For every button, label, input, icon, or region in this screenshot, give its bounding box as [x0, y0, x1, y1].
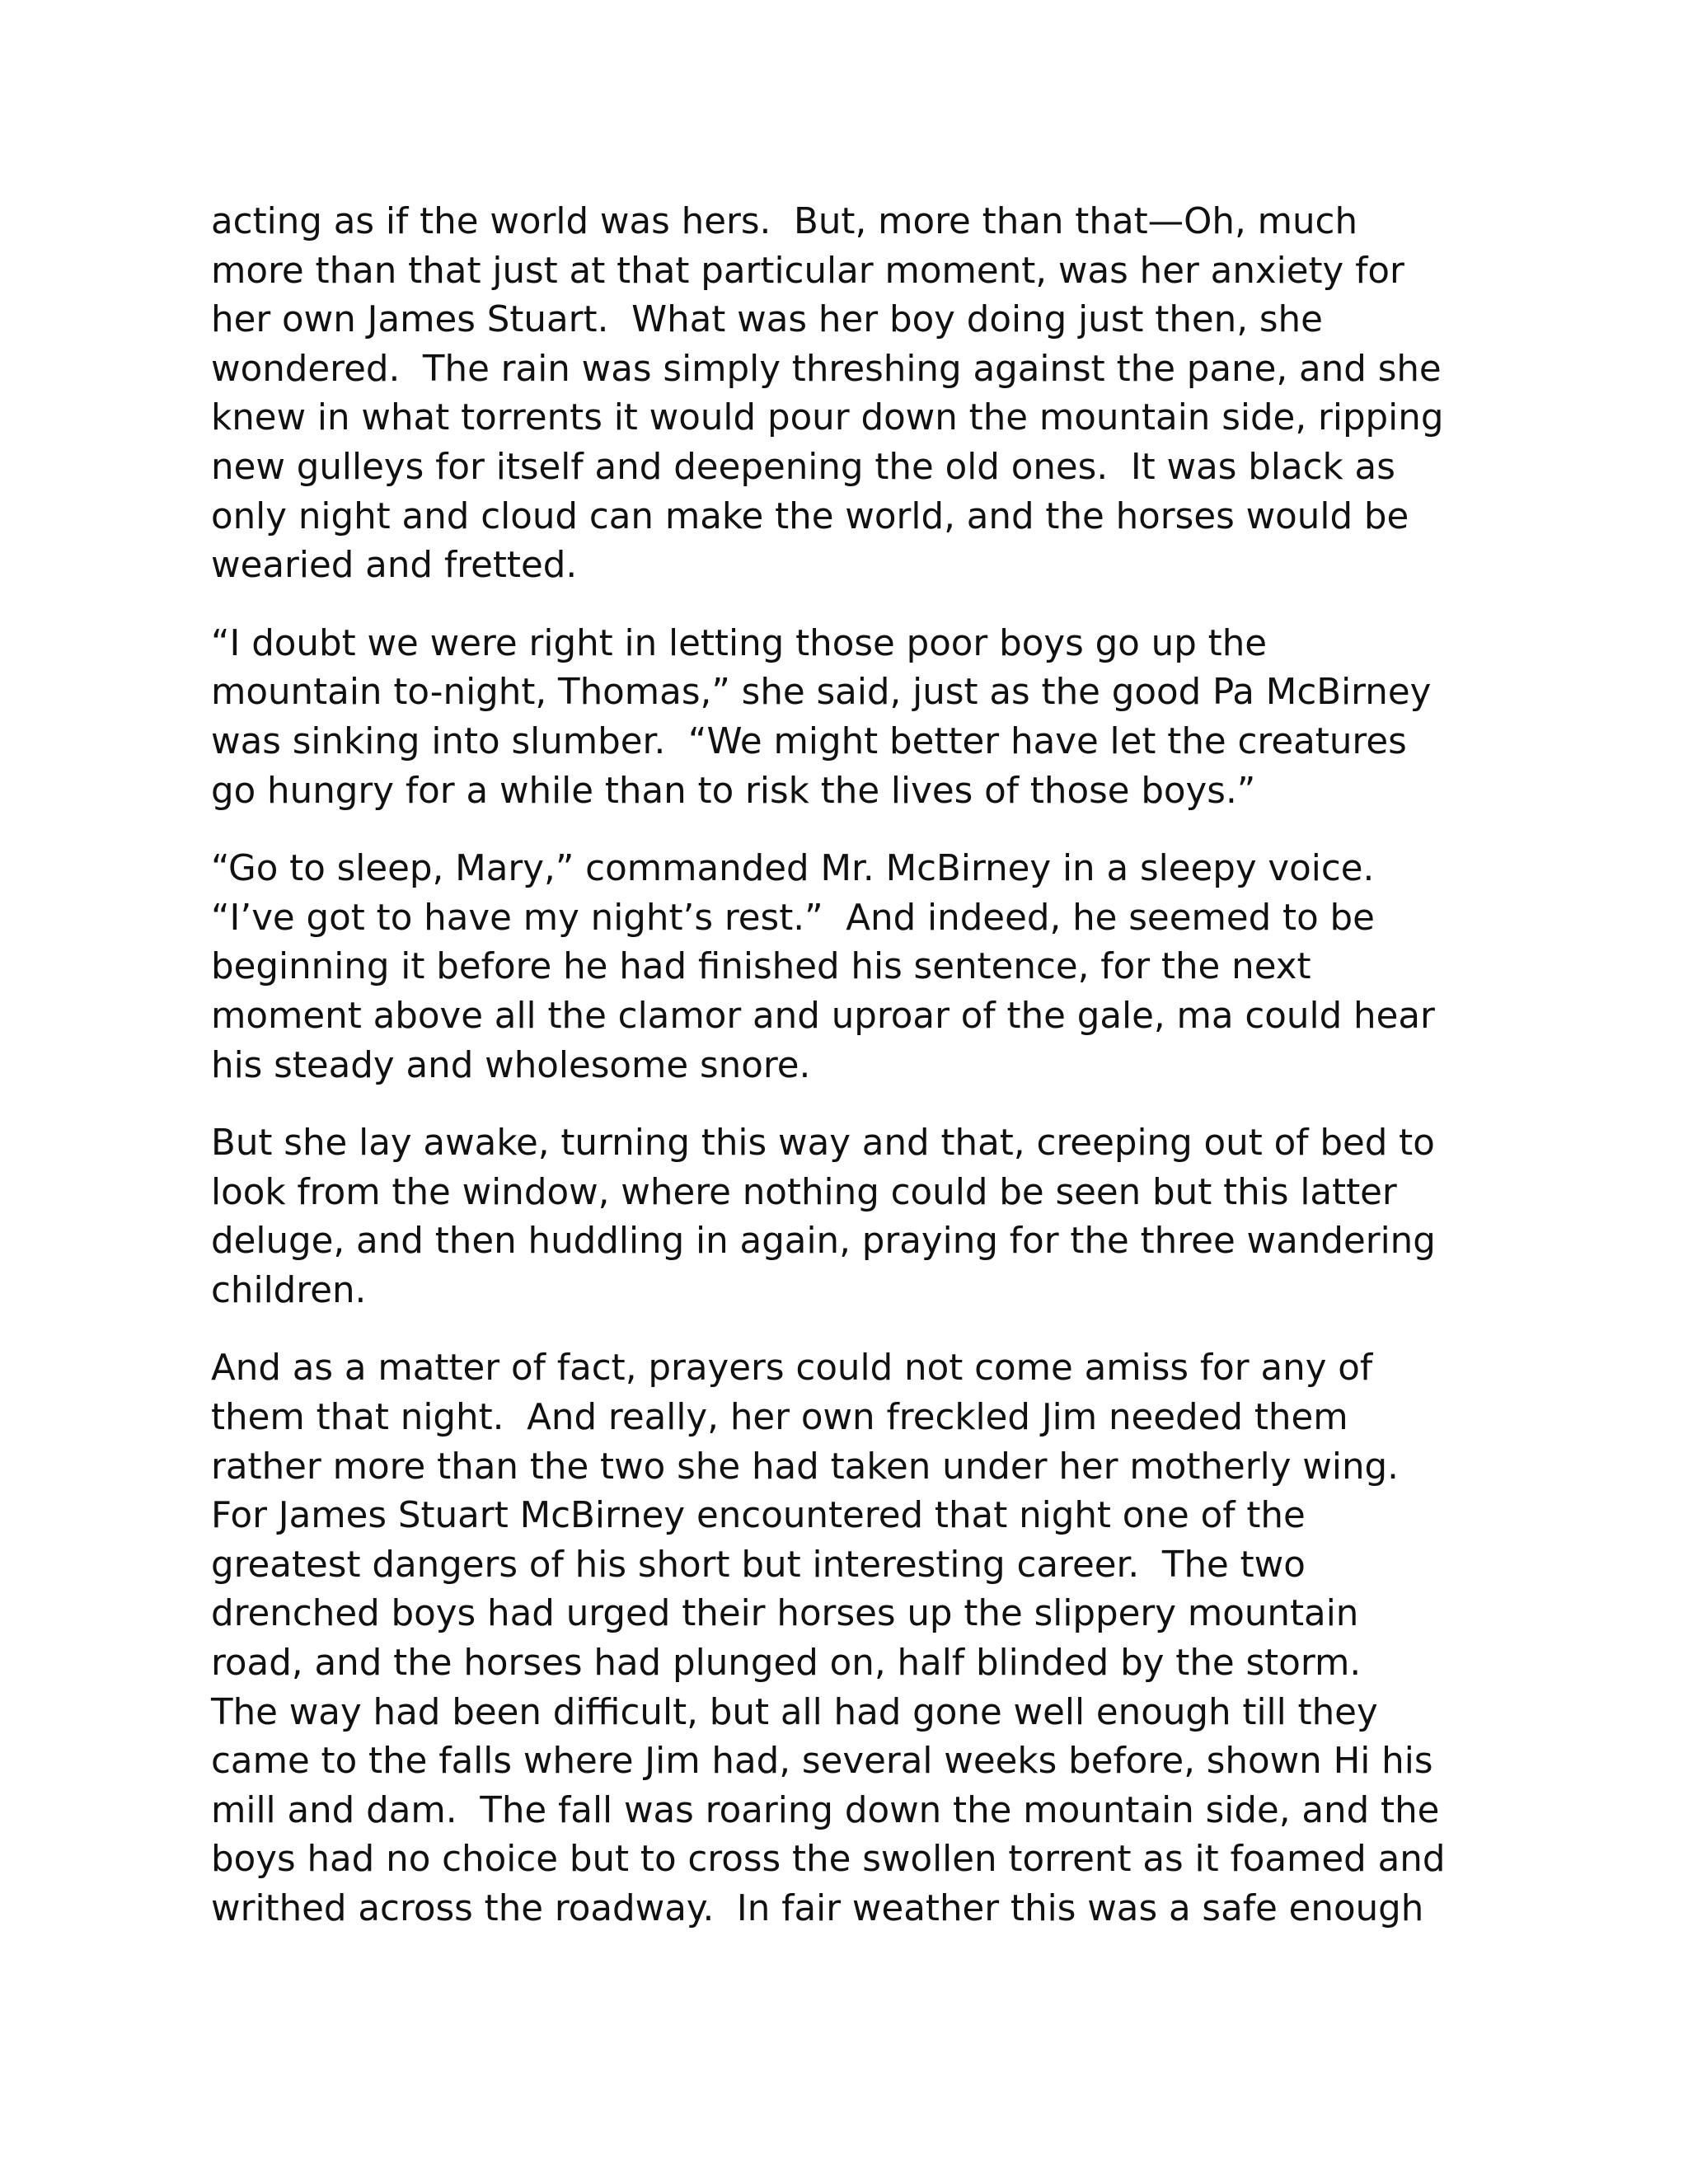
text-line: wondered. The rain was simply threshing against the pane, and she	[211, 348, 1442, 390]
text-line: “I doubt we were right in letting those poor boys go up the	[211, 622, 1268, 664]
text-line: only night and cloud can make the world, and the horses would be	[211, 495, 1409, 537]
text-line: wearied and fretted.	[211, 545, 578, 587]
text-line: came to the falls where Jim had, several weeks before, shown Hi his	[211, 1741, 1433, 1783]
body-text	[211, 198, 1497, 1963]
text-line: “Go to sleep, Mary,” commanded Mr. McBirney in a sleepy voice.	[211, 848, 1375, 890]
text-line: mountain to-night, Thomas,” she said, just as the good Pa McBirney	[211, 672, 1432, 714]
text-line: them that night. And really, her own freckled Jim needed them	[211, 1397, 1348, 1439]
text-line: For James Stuart McBirney encountered that night one of the	[211, 1495, 1306, 1537]
text-line: look from the window, where nothing could be seen but this latter	[211, 1171, 1397, 1213]
text-line: rather more than the two she had taken under her motherly wing.	[211, 1446, 1399, 1488]
text-line: But she lay awake, turning this way and that, creeping out of bed to	[211, 1122, 1435, 1165]
paragraph-3	[211, 845, 1497, 1090]
text-line: drenched boys had urged their horses up the slippery mountain	[211, 1593, 1359, 1635]
text-line: mill and dam. The fall was roaring down the mountain side, and the	[211, 1789, 1440, 1831]
text-line: her own James Stuart. What was her boy doing just then, she	[211, 299, 1323, 341]
text-line: greatest dangers of his short but interesting career. The two	[211, 1544, 1306, 1586]
text-line: deluge, and then huddling in again, praying for the three wandering	[211, 1221, 1436, 1263]
text-line: new gulleys for itself and deepening the old ones. It was black as	[211, 446, 1395, 488]
paragraph-4	[211, 1119, 1497, 1315]
text-line: The way had been difficult, but all had gone well enough till they	[211, 1691, 1378, 1733]
text-line: his steady and wholesome snore.	[211, 1044, 811, 1086]
text-line: writhed across the roadway. In fair weather this was a safe enough	[211, 1888, 1424, 1929]
text-line: knew in what torrents it would pour down the mountain side, ripping	[211, 397, 1444, 439]
text-line: “I’ve got to have my night’s rest.” And indeed, he seemed to be	[211, 897, 1375, 939]
text-line: children.	[211, 1269, 367, 1311]
text-line: was sinking into slumber. “We might better have let the creatures	[211, 720, 1407, 762]
text-line: And as a matter of fact, prayers could not come amiss for any of	[211, 1347, 1373, 1390]
text-line: boys had no choice but to cross the swollen torrent as it foamed and	[211, 1839, 1446, 1881]
text-line: moment above all the clamor and uproar of the gale, ma could hear	[211, 995, 1435, 1037]
paragraph-1	[211, 198, 1497, 591]
text-line: beginning it before he had finished his sentence, for the next	[211, 946, 1311, 988]
paragraph-5	[211, 1344, 1497, 1933]
text-line: go hungry for a while than to risk the lives of those boys.”	[211, 770, 1256, 812]
text-line: more than that just at that particular moment, was her anxiety for	[211, 250, 1404, 292]
text-line: acting as if the world was hers. But, more than that—Oh, much	[211, 201, 1358, 242]
paragraph-2	[211, 620, 1497, 816]
text-line: road, and the horses had plunged on, half blinded by the storm.	[211, 1643, 1362, 1685]
